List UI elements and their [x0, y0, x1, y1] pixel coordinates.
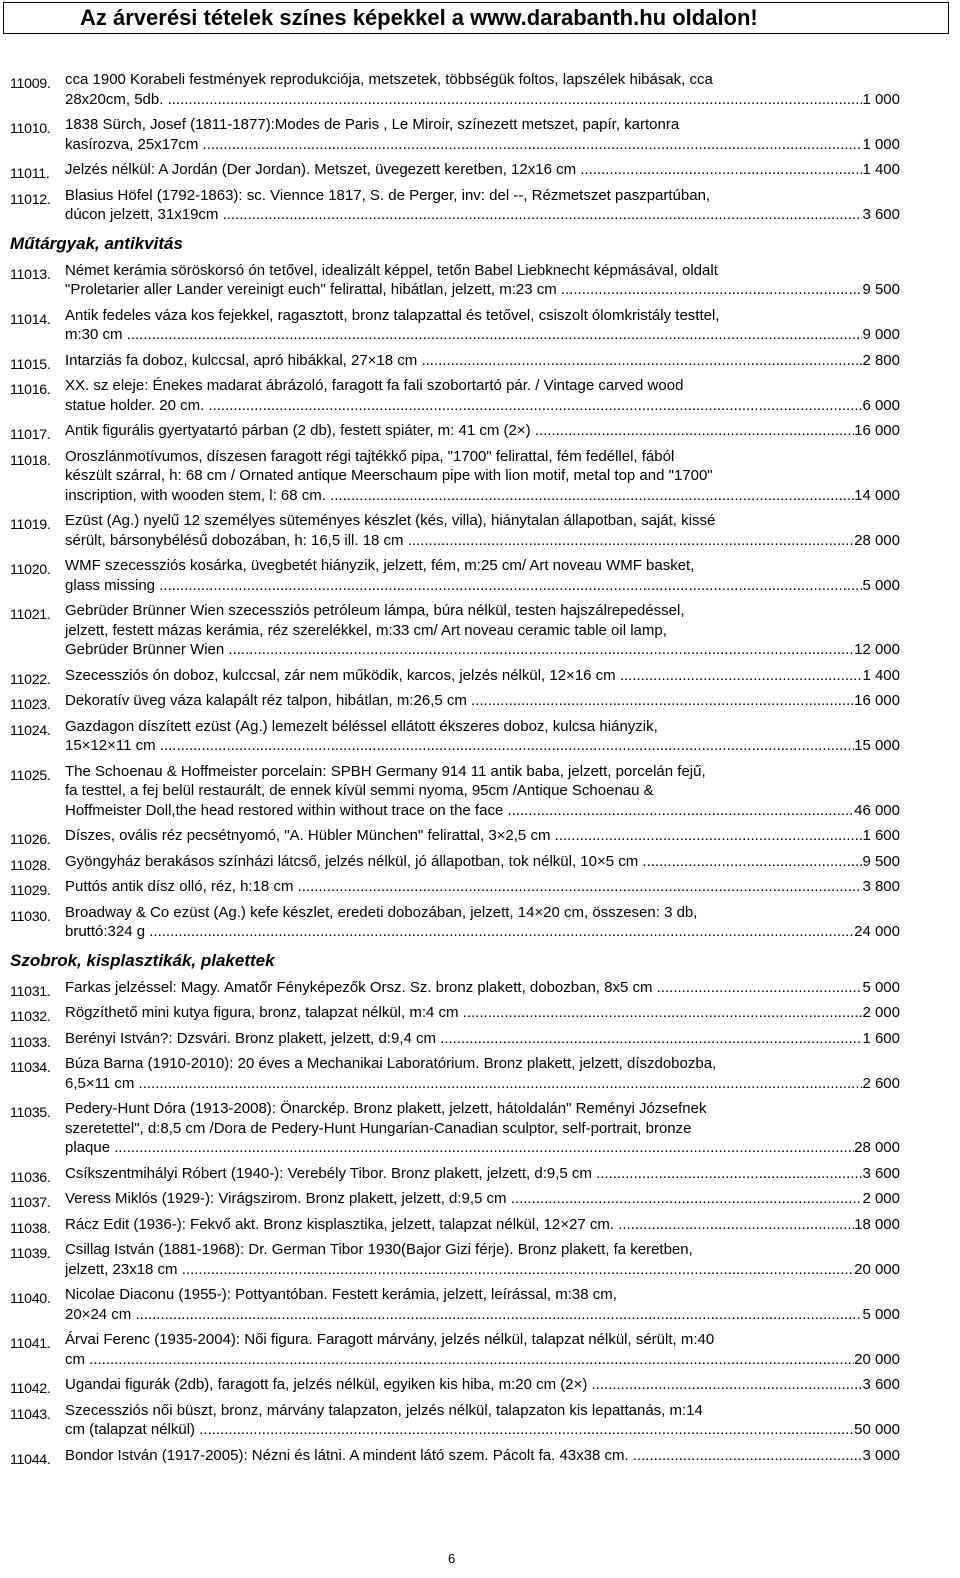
lot-number: 11013. — [10, 266, 51, 283]
lot-number: 11011. — [10, 166, 50, 182]
lot-final-line — [65, 1138, 900, 1158]
lot-description-line: Csillag István (1881-1968): Dr. German Tibor 1930(Bajor Gizi férje). Bronz plakett, fa keretben, — [65, 1241, 693, 1258]
lot-item — [10, 1099, 900, 1158]
lot-final-line — [65, 1189, 900, 1209]
lot-description-end: plaque ..... — [65, 1138, 854, 1158]
lot-item — [10, 852, 900, 872]
lot-number: 11018. — [10, 452, 51, 469]
lot-description-end: Puttós antik dísz olló, réz, h:18 cm ..... — [65, 877, 862, 897]
lot-description-line: 1838 Sürch, Josef (1811-1877):Modes de Paris , Le Miroir, színezett metszet, papír, kartonra — [65, 116, 680, 133]
lot-number: 11035. — [10, 1105, 51, 1121]
lot-price: 1 000 — [862, 90, 900, 108]
lot-final-line — [65, 1350, 900, 1370]
lot-item — [10, 691, 900, 711]
lot-description-end: Veress Miklós (1929-): Virágszirom. Bronz plakett, jelzett, d:9,5 cm ..... — [65, 1189, 862, 1209]
lot-price: 1 400 — [862, 161, 900, 178]
lot-final-line — [65, 160, 900, 180]
lot-description-end: Ugandai figurák (2db), faragott fa, jelzés nélkül, egyiken kis hiba, m:20 cm (2×) ..... — [65, 1375, 862, 1395]
lot-final-line — [65, 351, 900, 371]
lot-price: 3 800 — [862, 878, 900, 895]
lot-price: 3 000 — [862, 1446, 900, 1464]
lot-final-line — [65, 396, 900, 416]
lot-final-line — [65, 1446, 900, 1466]
section-heading: Műtárgyak, antikvitás — [10, 233, 183, 253]
lot-item — [10, 1285, 900, 1324]
lot-number: 11016. — [10, 382, 51, 398]
lot-item — [10, 1240, 900, 1279]
lot-number: 11023. — [10, 697, 51, 713]
lot-description-end: cm ..... — [65, 1350, 854, 1370]
lot-final-line — [65, 736, 900, 756]
lot-final-line — [65, 1029, 900, 1049]
lot-price: 9 500 — [862, 281, 900, 298]
lot-description-end: Szecessziós ón doboz, kulccsal, zár nem működik, karcos, jelzés nélkül, 12×16 cm ..... — [65, 666, 862, 686]
lot-description-line: Német kerámia söröskorsó ón tetővel, idealizált képpel, tetőn Babel Liebknecht képmásával, oldalt — [65, 261, 718, 279]
lot-final-line — [65, 421, 900, 441]
lot-price: 2 600 — [862, 1074, 900, 1092]
lot-price: 28 000 — [854, 531, 900, 549]
lot-description-end: kasírozva, 25x17cm ..... — [65, 135, 862, 155]
lot-description-line: XX. sz eleje: Énekes madarat ábrázoló, faragott fa fali szobortartó pár. / Vintage carved wood — [65, 377, 684, 394]
lot-description-end: Intarziás fa doboz, kulccsal, apró hibákkal, 27×18 cm ..... — [65, 351, 862, 371]
lot-price: 9 500 — [862, 852, 900, 870]
lot-price: 5 000 — [862, 978, 900, 996]
lot-price: 3 600 — [862, 1376, 900, 1393]
lot-description-end: Gebrüder Brünner Wien ..... — [65, 640, 854, 660]
lot-final-line — [65, 205, 900, 225]
lot-final-line — [65, 325, 900, 345]
lot-price: 5 000 — [862, 1305, 900, 1323]
lot-number: 11037. — [10, 1195, 51, 1211]
lot-description-line: Ezüst (Ag.) nyelű 12 személyes süteményes készlet (kés, villa), hiánytalan állapotban, saját, kissé — [65, 512, 716, 529]
lot-description-end: 28x20cm, 5db. ..... — [65, 90, 862, 110]
lot-price: 3 600 — [862, 206, 900, 223]
lot-final-line — [65, 666, 900, 686]
lot-description-line: Gebrüder Brünner Wien szecessziós petróleum lámpa, búra nélkül, testen hajszálrepedéssel, — [65, 602, 685, 619]
lot-final-line — [65, 852, 900, 872]
lot-description-end: 6,5×11 cm ..... — [65, 1074, 862, 1094]
lot-price: 20 000 — [854, 1260, 900, 1278]
lot-number: 11017. — [10, 427, 51, 443]
lot-final-line — [65, 801, 900, 821]
lot-number: 11021. — [10, 607, 51, 623]
lot-item — [10, 903, 900, 942]
lot-number: 11010. — [10, 121, 51, 137]
lot-description-end: glass missing ..... — [65, 576, 862, 596]
lot-final-line — [65, 691, 900, 711]
lot-final-line — [65, 1215, 900, 1235]
lot-description-line: Szecessziós női büszt, bronz, márvány talapzaton, jelzés nélkül, talapzaton kis lepattanás, m:14 — [65, 1401, 703, 1419]
lot-description-line: Broadway & Co ezüst (Ag.) kefe készlet, eredeti dobozában, jelzett, 14×20 cm, összesen: 3 db, — [65, 903, 698, 921]
lot-number: 11044. — [10, 1451, 51, 1468]
lot-price: 3 600 — [862, 1164, 900, 1182]
lot-item — [10, 1215, 900, 1235]
lot-price: 5 000 — [862, 576, 900, 594]
lot-price: 15 000 — [854, 737, 900, 754]
section-heading: Szobrok, kisplasztikák, plakettek — [10, 950, 275, 970]
lot-number: 11032. — [10, 1009, 51, 1025]
lot-description-line: Antik fedeles váza kos fejekkel, ragasztott, bronz talapzattal és tetővel, csiszolt ólomkristály testtel, — [65, 306, 720, 324]
lot-item — [10, 1164, 900, 1184]
lot-final-line — [65, 1260, 900, 1280]
lot-price: 2 000 — [862, 1190, 900, 1207]
lot-item — [10, 1446, 900, 1466]
lot-description-end: sérült, bársonybélésű dobozában, h: 16,5 ill. 18 cm ..... — [65, 531, 854, 551]
lot-final-line — [65, 1420, 900, 1440]
lot-final-line — [65, 1074, 900, 1094]
lot-number: 11026. — [10, 832, 51, 848]
lot-number: 11020. — [10, 562, 51, 578]
lot-price: 9 000 — [862, 326, 900, 343]
lot-item — [10, 877, 900, 897]
lot-description-line: Blasius Höfel (1792-1863): sc. Viennce 1817, S. de Perger, inv: del --, Rézmetszet paszpartúban, — [65, 186, 711, 204]
lot-number: 11039. — [10, 1246, 51, 1262]
lot-price: 1 600 — [862, 1029, 900, 1047]
lot-item — [10, 511, 900, 550]
lot-item — [10, 666, 900, 686]
lot-description-end: Díszes, ovális réz pecsétnyomó, "A. Hübler München" felirattal, 3×2,5 cm ..... — [65, 826, 862, 846]
lot-item — [10, 978, 900, 998]
lot-description-end: Jelzés nélkül: A Jordán (Der Jordan). Metszet, üvegezett keretben, 12x16 cm ..... — [65, 160, 862, 180]
lot-final-line — [65, 135, 900, 155]
lot-number: 11015. — [10, 356, 51, 373]
lot-number: 11033. — [10, 1034, 51, 1051]
lot-price: 1 000 — [862, 135, 900, 153]
lot-final-line — [65, 826, 900, 846]
lot-item — [10, 447, 900, 506]
lot-price: 12 000 — [854, 641, 900, 658]
lot-description-end: Bondor István (1917-2005): Nézni és látni. A mindent látó szem. Pácolt fa. 43x38 cm. ..... — [65, 1446, 862, 1466]
lot-description-line: WMF szecessziós kosárka, üvegbetét hiányzik, jelzett, fém, m:25 cm/ Art noveau WMF basket, — [65, 557, 695, 574]
lot-description-end: inscription, with wooden stem, l: 68 cm. ..... — [65, 486, 854, 506]
lot-description-line: The Schoenau & Hoffmeister porcelain: SPBH Germany 914 11 antik baba, jelzett, porcelán fejű, — [65, 762, 706, 780]
lot-description-end: m:30 cm ..... — [65, 325, 862, 345]
lot-description-end: 15×12×11 cm ..... — [65, 736, 854, 756]
lot-final-line — [65, 978, 900, 998]
page-number: 6 — [448, 1551, 456, 1566]
lot-description-end: Rácz Edit (1936-): Fekvő akt. Bronz kisplasztika, jelzett, talapzat nélkül, 12×27 cm. ..... — [65, 1215, 854, 1235]
lot-item — [10, 717, 900, 756]
lot-number: 11014. — [10, 311, 51, 328]
lot-item — [10, 70, 900, 109]
lot-number: 11043. — [10, 1406, 51, 1423]
lot-description-line: fa testtel, a fej belül restaurált, de ennek kívül semmi nyoma, 95cm /Antique Schoenau & — [65, 782, 654, 799]
lot-item — [10, 556, 900, 595]
lot-price: 1 600 — [862, 827, 900, 844]
lot-price: 50 000 — [854, 1421, 900, 1438]
lot-number: 11012. — [10, 191, 51, 208]
lot-number: 11022. — [10, 671, 51, 688]
lot-description-end: dúcon jelzett, 31x19cm ..... — [65, 205, 862, 225]
lot-price: 16 000 — [854, 692, 900, 709]
lot-description-end: Gyöngyház berakásos színházi látcső, jelzés nélkül, jó állapotban, tok nélkül, 10×5 cm ..... — [65, 852, 862, 872]
site-banner: Az árverési tételek színes képekkel a www.darabanth.hu oldalon! — [3, 2, 949, 34]
lot-description-end: Hoffmeister Doll,the head restored within without trace on the face ..... — [65, 801, 854, 821]
lot-item — [10, 1401, 900, 1440]
lot-final-line — [65, 1305, 900, 1325]
lot-description-line: szeretettel", d:8,5 cm /Dora de Pedery-Hunt Hungarian-Canadian sculptor, self-portrait, bronze — [65, 1119, 692, 1137]
lot-item — [10, 826, 900, 846]
lot-final-line — [65, 1164, 900, 1184]
lot-price: 46 000 — [854, 801, 900, 819]
lot-description-end: Rögzíthető mini kutya figura, bronz, talapzat nélkül, m:4 cm ..... — [65, 1003, 862, 1023]
lot-number: 11024. — [10, 722, 51, 739]
lot-final-line — [65, 640, 900, 660]
lot-item — [10, 1330, 900, 1369]
lot-item — [10, 421, 900, 441]
lot-description-end: 20×24 cm ..... — [65, 1305, 862, 1325]
lot-number: 11029. — [10, 883, 51, 899]
lot-description-end: Farkas jelzéssel: Magy. Amatőr Fényképezők Orsz. Sz. bronz plakett, dobozban, 8x5 cm ..... — [65, 978, 862, 998]
lot-price: 14 000 — [854, 486, 900, 504]
lot-price: 24 000 — [854, 923, 900, 940]
lot-description-end: "Proletarier aller Lander vereinigt euch" felirattal, hibátlan, jelzett, m:23 cm ..... — [65, 280, 862, 300]
lot-description-line: Nicolae Diaconu (1955-): Pottyantóban. Festett kerámia, jelzett, leírással, m:38 cm, — [65, 1286, 617, 1303]
lot-number: 11038. — [10, 1220, 51, 1237]
lot-item — [10, 1029, 900, 1049]
lot-description-line: Gazdagon díszített ezüst (Ag.) lemezelt béléssel ellátott ékszeres doboz, kulcsa hiányzik, — [65, 717, 658, 735]
lot-item — [10, 601, 900, 660]
lot-item — [10, 351, 900, 371]
lot-item — [10, 115, 900, 154]
lot-number: 11025. — [10, 767, 51, 784]
lot-number: 11031. — [10, 983, 51, 1000]
lot-description-end: cm (talapzat nélkül) ..... — [65, 1420, 854, 1440]
lot-price: 18 000 — [854, 1215, 900, 1233]
lot-number: 11009. — [10, 76, 51, 92]
lot-description-line: cca 1900 Korabeli festmények reprodukciója, metszetek, többségük foltos, lapszélek hibásak, cca — [65, 71, 713, 88]
lot-final-line — [65, 486, 900, 506]
lot-final-line — [65, 90, 900, 110]
lot-description-end: jelzett, 23x18 cm ..... — [65, 1260, 854, 1280]
lot-price: 16 000 — [854, 422, 900, 439]
lot-final-line — [65, 1375, 900, 1395]
lot-final-line — [65, 576, 900, 596]
catalog-content — [10, 70, 900, 1471]
lot-number: 11042. — [10, 1381, 51, 1397]
lot-description-end: bruttó:324 g ..... — [65, 922, 854, 942]
lot-item — [10, 160, 900, 180]
lot-item — [10, 306, 900, 345]
lot-item — [10, 1054, 900, 1093]
lot-item — [10, 261, 900, 300]
lot-description-line: Árvai Ferenc (1935-2004): Női figura. Faragott márvány, jelzés nélkül, talapzat nélkül, sérült, m:40 — [65, 1331, 715, 1348]
lot-description-end: Berényi István?: Dzsvári. Bronz plakett, jelzett, d:9,4 cm ..... — [65, 1029, 862, 1049]
lot-price: 20 000 — [854, 1350, 900, 1368]
lot-item — [10, 1003, 900, 1023]
lot-description-line: jelzett, festett mázas kerámia, réz szerelékkel, m:33 cm/ Art noveau ceramic table oil lamp, — [65, 621, 667, 639]
lot-description-end: statue holder. 20 cm. ..... — [65, 396, 862, 416]
lot-final-line — [65, 1003, 900, 1023]
lot-final-line — [65, 877, 900, 897]
lot-description-line: Pedery-Hunt Dóra (1913-2008): Önarckép. Bronz plakett, jelzett, hátoldalán" Reményi Józsefnek — [65, 1100, 707, 1117]
lot-item — [10, 1189, 900, 1209]
lot-final-line — [65, 531, 900, 551]
lot-number: 11028. — [10, 857, 51, 874]
lot-description-end: Dekoratív üveg váza kalapált réz talpon, hibátlan, m:26,5 cm ..... — [65, 691, 854, 711]
lot-price: 2 800 — [862, 351, 900, 369]
lot-number: 11036. — [10, 1169, 51, 1186]
lot-final-line — [65, 922, 900, 942]
lot-item — [10, 186, 900, 225]
lot-description-line: készült szárral, h: 68 cm / Ornated antique Meerschaum pipe with lion motif, metal top and "1700" — [65, 467, 713, 484]
lot-number: 11034. — [10, 1060, 51, 1076]
lot-description-end: Csíkszentmihályi Róbert (1940-): Verebély Tibor. Bronz plakett, jelzett, d:9,5 cm ..... — [65, 1164, 862, 1184]
lot-description-line: Oroszlánmotívumos, díszesen faragott régi tajtékkő pipa, "1700" felirattal, fém fedéllel, fából — [65, 447, 675, 465]
lot-price: 2 000 — [862, 1004, 900, 1021]
lot-number: 11030. — [10, 908, 51, 925]
lot-description-end: Antik figurális gyertyatartó párban (2 db), festett spiáter, m: 41 cm (2×) ..... — [65, 421, 854, 441]
lot-description-line: Búza Barna (1910-2010): 20 éves a Mechanikai Laboratórium. Bronz plakett, jelzett, díszdobozba, — [65, 1055, 717, 1072]
lot-final-line — [65, 280, 900, 300]
lot-price: 6 000 — [862, 396, 900, 414]
lot-item — [10, 376, 900, 415]
lot-price: 28 000 — [854, 1139, 900, 1156]
lot-number: 11040. — [10, 1291, 51, 1307]
lot-item — [10, 762, 900, 821]
lot-price: 1 400 — [862, 666, 900, 684]
lot-number: 11019. — [10, 517, 51, 533]
lot-number: 11041. — [10, 1336, 51, 1352]
lot-item — [10, 1375, 900, 1395]
